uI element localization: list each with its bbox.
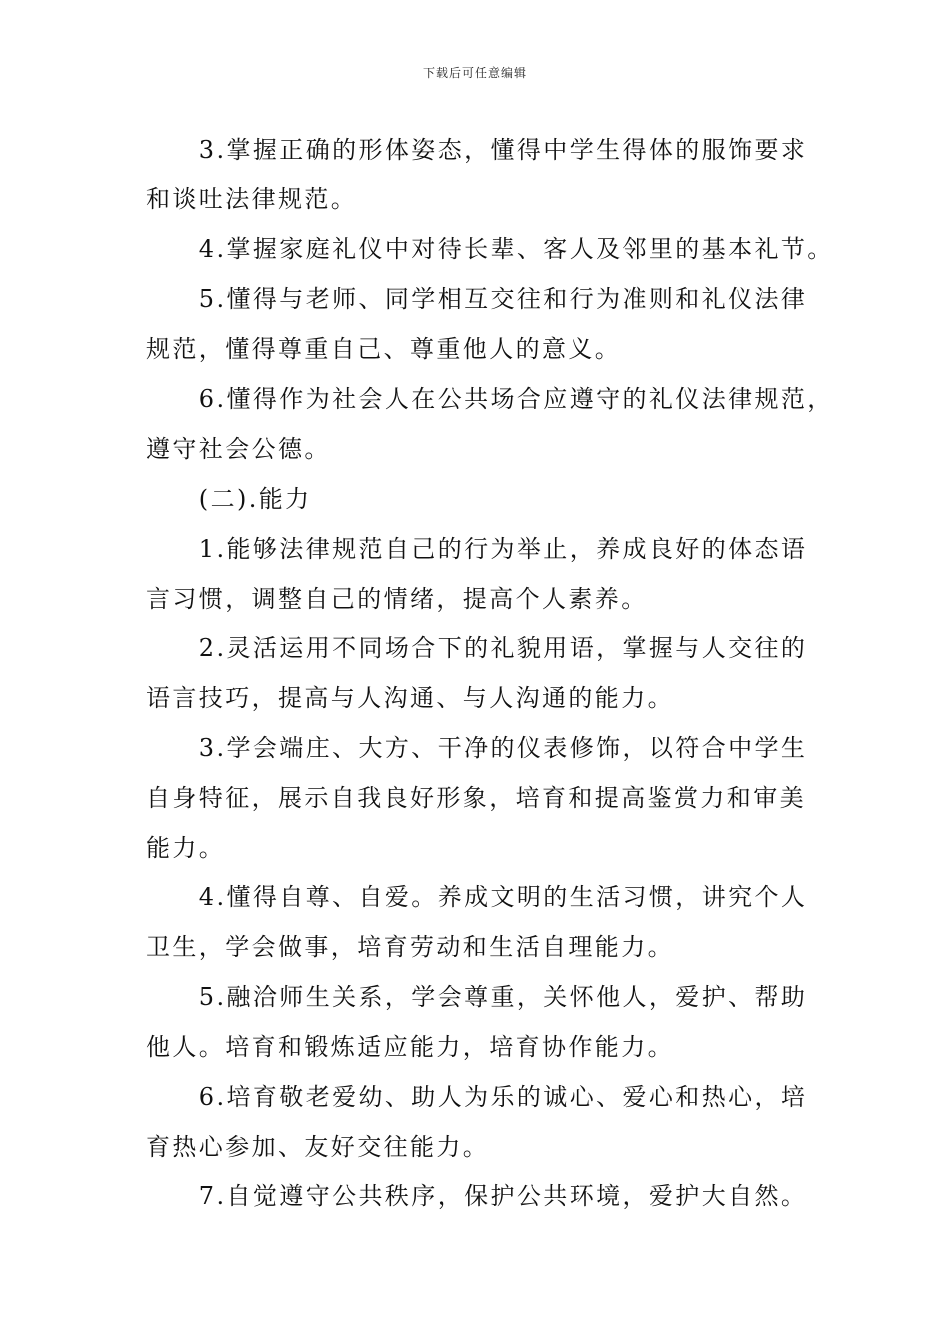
- text-line: 6.懂得作为社会人在公共场合应遵守的礼仪法律规范，: [146, 385, 834, 413]
- text-line: 1.能够法律规范自己的行为举止，养成良好的体态语: [146, 535, 808, 563]
- text-line: 5.懂得与老师、同学相互交往和行为准则和礼仪法律: [146, 285, 808, 313]
- text-line: 能力。: [146, 834, 226, 862]
- text-line: 规范，懂得尊重自己、尊重他人的意义。: [146, 335, 622, 363]
- section-heading: (二).能力: [146, 485, 312, 513]
- text-line: 卫生，学会做事，培育劳动和生活自理能力。: [146, 933, 674, 961]
- text-line: 6.培育敬老爱幼、助人为乐的诚心、爱心和热心，培: [146, 1083, 808, 1111]
- text-line: 遵守社会公德。: [146, 435, 331, 463]
- text-line: 自身特征，展示自我良好形象，培育和提高鉴赏力和审美: [146, 784, 806, 812]
- page-header: 下载后可任意编辑: [422, 66, 527, 80]
- text-line: 4.懂得自尊、自爱。养成文明的生活习惯，讲究个人: [146, 883, 808, 911]
- text-line: 7.自觉遵守公共秩序，保护公共环境，爱护大自然。: [146, 1182, 808, 1210]
- text-line: 和谈吐法律规范。: [146, 185, 358, 213]
- text-line: 3.学会端庄、大方、干净的仪表修饰，以符合中学生: [146, 734, 808, 762]
- text-line: 5.融洽师生关系，学会尊重，关怀他人，爱护、帮助: [146, 983, 808, 1011]
- text-line: 他人。培育和锻炼适应能力，培育协作能力。: [146, 1033, 674, 1061]
- text-line: 4.掌握家庭礼仪中对待长辈、客人及邻里的基本礼节。: [146, 235, 834, 263]
- text-line: 3.掌握正确的形体姿态，懂得中学生得体的服饰要求: [146, 136, 808, 164]
- text-line: 语言技巧，提高与人沟通、与人沟通的能力。: [146, 684, 674, 712]
- text-line: 育热心参加、友好交往能力。: [146, 1133, 490, 1161]
- text-line: 言习惯，调整自己的情绪，提高个人素养。: [146, 585, 648, 613]
- text-line: 2.灵活运用不同场合下的礼貌用语，掌握与人交往的: [146, 634, 808, 662]
